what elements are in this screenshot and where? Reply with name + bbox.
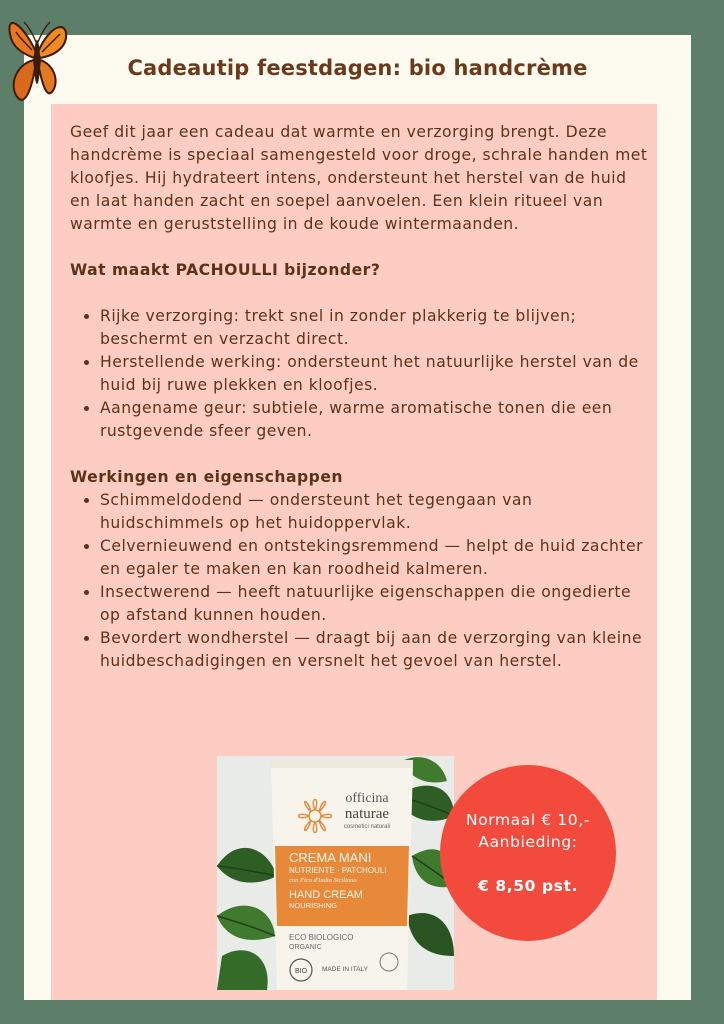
content-area	[70, 121, 650, 673]
special-list	[70, 305, 650, 443]
list-item: • Bevordert wondherstel — draagt bij aan de verzorging van kleine huidbeschadigingen en versnelt het gevoel van herstel.	[100, 627, 650, 673]
properties-list	[70, 489, 650, 673]
offer-price: € 8,50 pst.	[477, 877, 579, 895]
normal-price: Normaal € 10,-	[466, 811, 590, 829]
brand-tag: cosmetici naturali	[343, 824, 391, 830]
price-badge	[440, 765, 616, 941]
list-item: • Schimmeldodend — ondersteunt het tegengaan van huidschimmels op het huidoppervlak.	[100, 489, 650, 535]
brand-line2: naturae	[344, 806, 390, 822]
list-item: • Rijke verzorging: trekt snel in zonder plakkerig te blijven; beschermt en verzacht direct.	[100, 305, 650, 351]
list-item: • Insectwerend — heeft natuurlijke eigenschappen die ongedierte op afstand kunnen houden.	[100, 581, 650, 627]
made-in-label: MADE IN ITALY	[322, 966, 368, 973]
list-item: • Herstellende werking: ondersteunt het natuurlijke herstel van de huid bij ruwe plekken en kloofjes.	[100, 351, 650, 397]
list-item: • Aangename geur: subtiele, warme aromatische tonen die een rustgevende sfeer geven.	[100, 397, 650, 443]
product-sub-it: NUTRIENTE · PATCHOULI	[289, 866, 387, 875]
list-item: • Celvernieuwend en ontstekingsremmend — helpt de huid zachter en egaler te maken en kan roodheid kalmeren.	[100, 535, 650, 581]
product-photo	[217, 756, 454, 990]
page-title: Cadeautip feestdagen: bio handcrème	[127, 56, 588, 80]
hand-cream-tube-image	[217, 756, 454, 990]
bio-badge-text: BIO	[294, 968, 308, 975]
organic-label: ORGANIC	[289, 944, 322, 951]
special-heading: Wat maakt PACHOULLI bijzonder?	[70, 261, 381, 279]
intro-paragraph: Geef dit jaar een cadeau dat warmte en verzorging brengt. Deze handcrème is speciaal samengesteld voor droge, schrale handen met kloofjes. Hij hydrateert intens, ondersteunt het herstel van de huid en laat handen zacht en soepel aanvoelen. Een klein ritueel van warmte en geruststelling in de koude wintermaanden.	[70, 123, 648, 233]
properties-heading: Werkingen en eigenschappen	[70, 468, 344, 486]
eco-label: ECO BIOLOGICO	[289, 933, 354, 942]
product-sub-en: NOURISHING	[289, 901, 337, 910]
offer-label: Aanbieding:	[478, 833, 578, 851]
product-name-en: HAND CREAM	[289, 889, 363, 901]
product-name-it: CREMA MANI	[289, 850, 372, 865]
product-sub-it2: con Fico d'India Siciliano	[289, 877, 357, 884]
brand-line1: officina	[345, 791, 389, 806]
